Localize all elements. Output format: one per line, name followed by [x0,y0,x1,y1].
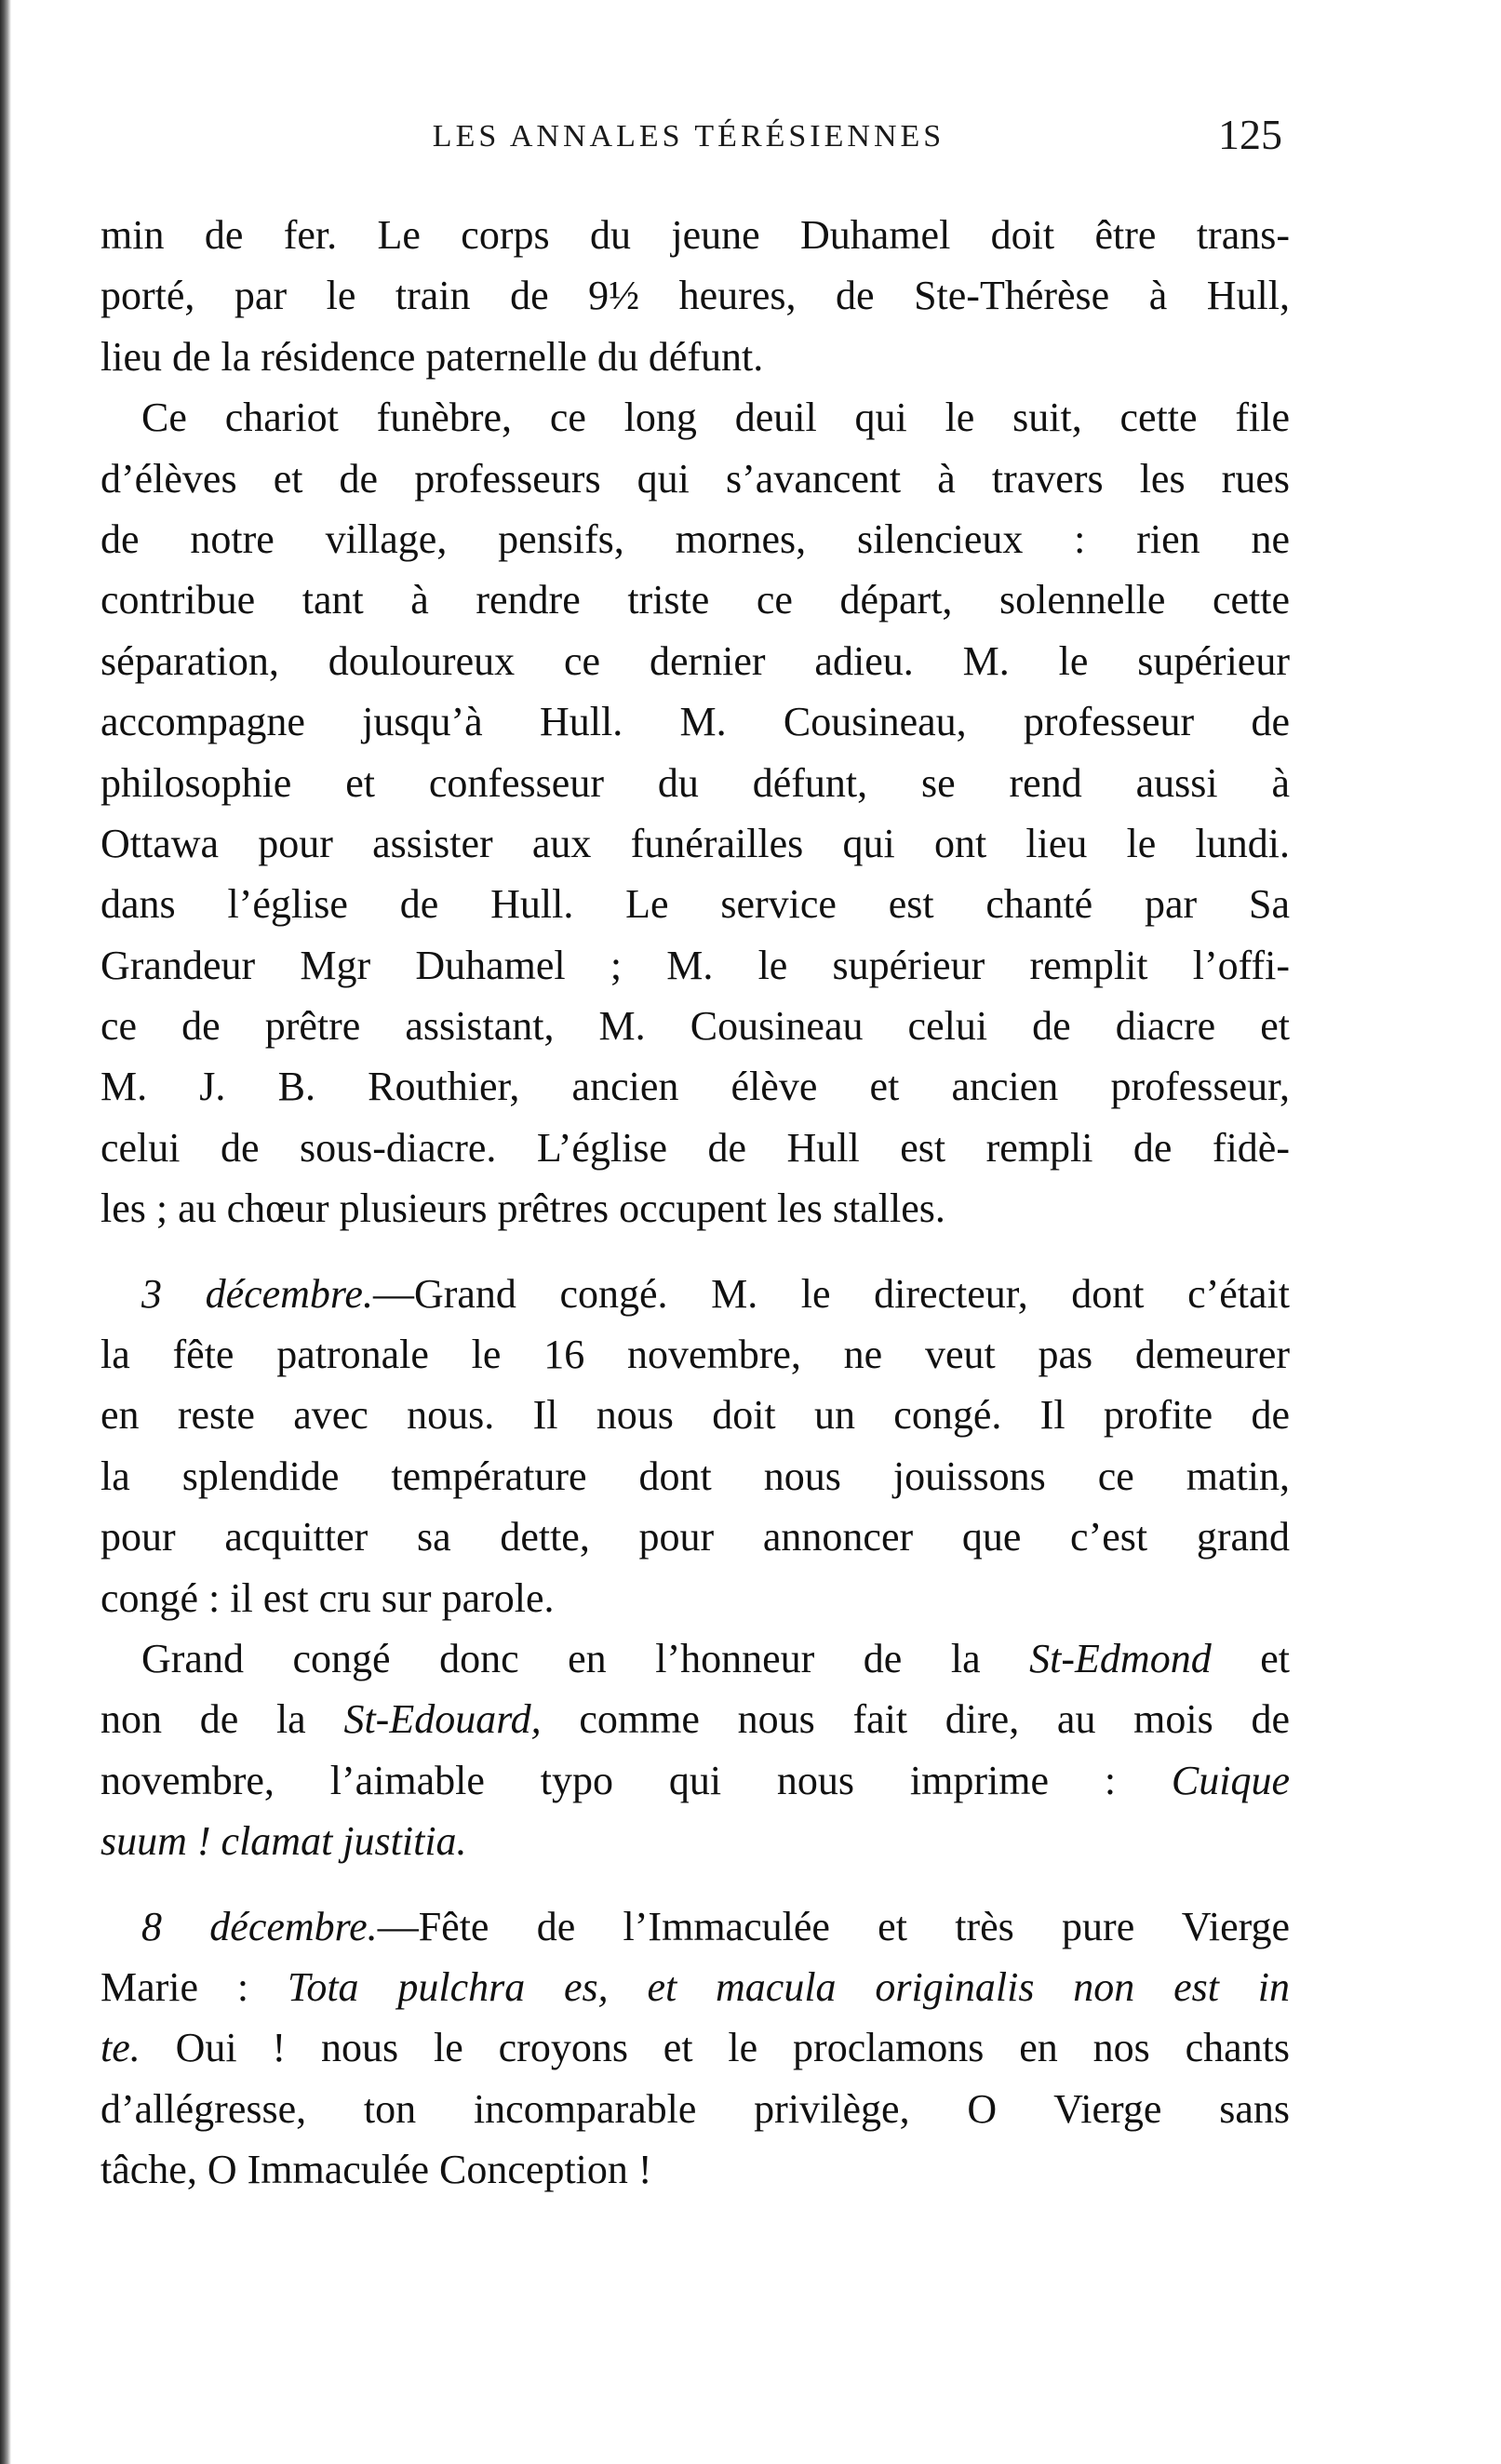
text-run: Grand congé donc en l’honneur de la [141,1635,1030,1681]
text-line [101,1628,1290,1689]
text-line: de notre village, pensifs, mornes, silencieux : rien ne [101,516,1290,562]
text-line [101,1750,1290,1811]
entry-date: 8 décembre. [141,1903,378,1949]
running-title: LES ANNALES TÉRÉSIENNES [432,119,945,154]
text-line: congé : il est cru sur parole. [101,1574,555,1621]
italic-run: Tota pulchra es, et macula originalis non est in [287,1963,1290,2010]
text-line [101,2017,1290,2078]
text-line: tâche, O Immaculée Conception ! [101,2147,652,2193]
text-line [101,1264,1290,1324]
text-run: Marie : [101,1963,288,2010]
text-line [101,1689,1290,1749]
text-line: accompagne jusqu’à Hull. M. Cousineau, professeur de [101,699,1290,745]
text-line: la fête patronale le 16 novembre, ne veut pas demeurer [101,1332,1290,1378]
text-line: pour acquitter sa dette, pour annoncer que c’est grand [101,1514,1290,1560]
text-line: d’élèves et de professeurs qui s’avancent à travers les rues [101,455,1290,502]
italic-run: St-Edmond [1029,1635,1212,1681]
text-line [101,1957,1290,2017]
text-run: comme nous fait dire, au mois de [541,1696,1290,1743]
text-line: M. J. B. Routhier, ancien élève et ancien professeur, [101,1064,1290,1110]
book-binding-edge [0,0,11,2464]
text-line: en reste avec nous. Il nous doit un congé. Il profite de [101,1392,1290,1439]
text-run: —Grand congé. M. le directeur, dont c’était [372,1270,1290,1317]
text-body [101,205,1290,2201]
entry-date: 3 décembre. [141,1270,373,1317]
text-run: novembre, l’aimable typo qui nous imprime : [101,1757,1172,1803]
text-line: ce de prêtre assistant, M. Cousineau celui de diacre et [101,1003,1290,1050]
paragraph-funeral [101,387,1290,1239]
text-run: —Fête de l’Immaculée et très pure Vierge [377,1903,1290,1949]
text-line: philosophie et confesseur du défunt, se rend aussi à [101,759,1290,806]
italic-run: te. [101,2025,141,2071]
text-line [101,1896,1290,1957]
text-run: non de la [101,1696,344,1743]
text-line: Grandeur Mgr Duhamel ; M. le supérieur remplit l’offi- [101,942,1290,988]
italic-run: St-Edouard, [343,1696,542,1743]
paragraph-december-8 [101,1896,1290,2201]
text-run: Oui ! nous le croyons et le proclamons en nos chants [140,2025,1290,2071]
paragraph-continuation [101,205,1290,387]
paragraph-gap [101,1239,1290,1264]
text-line: Ce chariot funèbre, ce long deuil qui le suit, cette file [141,395,1290,441]
text-line: Ottawa pour assister aux funérailles qui ont lieu le lundi. [101,820,1290,866]
text-line: la splendide température dont nous jouissons ce matin, [101,1453,1290,1499]
text-line: min de fer. Le corps du jeune Duhamel doit être trans- [101,212,1290,258]
text-line: lieu de la résidence paternelle du défunt. [101,333,764,380]
text-line: contribue tant à rendre triste ce départ, solennelle cette [101,577,1290,623]
page-number: 125 [1218,111,1282,158]
text-line: les ; au chœur plusieurs prêtres occupent les stalles. [101,1185,945,1232]
paragraph-grand-conge [101,1628,1290,1872]
text-line: porté, par le train de 9½ heures, de Ste-Thérèse à Hull, [101,273,1290,319]
text-line: celui de sous-diacre. L’église de Hull est rempli de fidè- [101,1124,1290,1171]
italic-run: suum ! clamat justitia. [101,1818,467,1865]
text-line: dans l’église de Hull. Le service est chanté par Sa [101,881,1290,928]
text-run: et [1211,1635,1290,1681]
paragraph-december-3 [101,1264,1290,1628]
text-line: d’allégresse, ton incomparable privilège, O Vierge sans [101,2085,1290,2132]
text-line [101,1811,1290,1871]
italic-run: Cuique [1171,1757,1290,1803]
text-line: séparation, douloureux ce dernier adieu. M. le supérieur [101,637,1290,684]
paragraph-gap [101,1872,1290,1896]
